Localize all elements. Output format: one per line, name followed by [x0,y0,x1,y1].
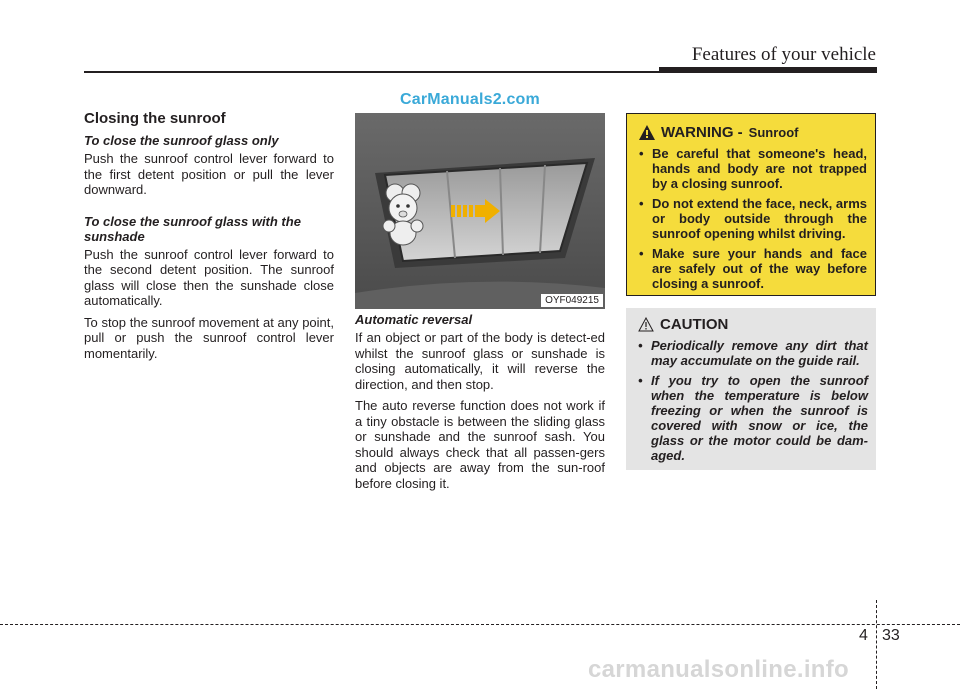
subheading-automatic-reversal: Automatic reversal [355,312,473,327]
paragraph-glass-only: Push the sunroof control lever forward to the first detent position or pull the lever downward. [84,151,334,197]
warning-triangle-icon [639,125,655,140]
caution-list [638,338,868,463]
chapter-number: 4 [859,627,868,644]
caution-heading [638,316,868,333]
subheading-glass-only: To close the sunroof glass only [84,133,279,148]
figure-code: OYF049215 [541,294,603,307]
section-header-title: Features of your vehicle [691,44,876,65]
caution-title: CAUTION [660,316,729,333]
sunroof-illustration [355,113,605,309]
caution-box [626,308,876,470]
watermark-top: CarManuals2.com [400,91,540,108]
footer-dashed-divider [876,600,877,689]
paragraph-auto-reverse: If an object or part of the body is detect-ed whilst the sunroof glass or sunshade is closing automatically, it will reverse the direction, and then stop. [355,330,605,392]
caution-triangle-icon [638,317,654,332]
middle-column [355,312,605,497]
watermark-bottom: carmanualsonline.info [588,656,850,683]
sunroof-drawing [355,113,605,309]
list-item: • Be careful that someone's head, hands and body are not trapped by a closing sunroof. [639,146,867,191]
left-column [84,110,334,367]
paragraph-with-sunshade: Push the sunroof control lever forward to the second detent position. The sunroof glass will close then the sunshade close automatically. [84,246,334,308]
warning-box [626,113,876,296]
footer-dashed-rule [0,624,960,625]
paragraph-auto-reverse-limit: The auto reverse function does not work if a tiny obstacle is between the sliding glass or sunshade and the sunroof sash. You should always check that all passen-gers and objects are away from the sun-roof before closing it. [355,398,605,491]
list-item: • Make sure your hands and face are safely out of the way before closing a sunroof. [639,246,867,291]
section-title: Closing the sunroof [84,110,226,127]
list-item: • If you try to open the sunroof when the temperature is below freezing or when the sunroof is covered with snow or ice, the glass or the motor could be dam-aged. [638,373,868,463]
warning-title: WARNING - [661,124,743,141]
page-number: 33 [882,627,900,644]
warning-heading [639,124,867,141]
list-item: • Periodically remove any dirt that may accumulate on the guide rail. [638,338,868,368]
subheading-with-sunshade: To close the sunroof glass with the sunshade [84,213,301,244]
list-item: • Do not extend the face, neck, arms or body outside through the sunroof opening whilst driving. [639,196,867,241]
warning-subtitle: Sunroof [748,125,799,140]
header-rule-bold [659,67,877,73]
header-rule [84,71,659,73]
warning-list [639,146,867,291]
paragraph-stop-movement: To stop the sunroof movement at any point, pull or push the sunroof control lever momentarily. [84,314,334,361]
